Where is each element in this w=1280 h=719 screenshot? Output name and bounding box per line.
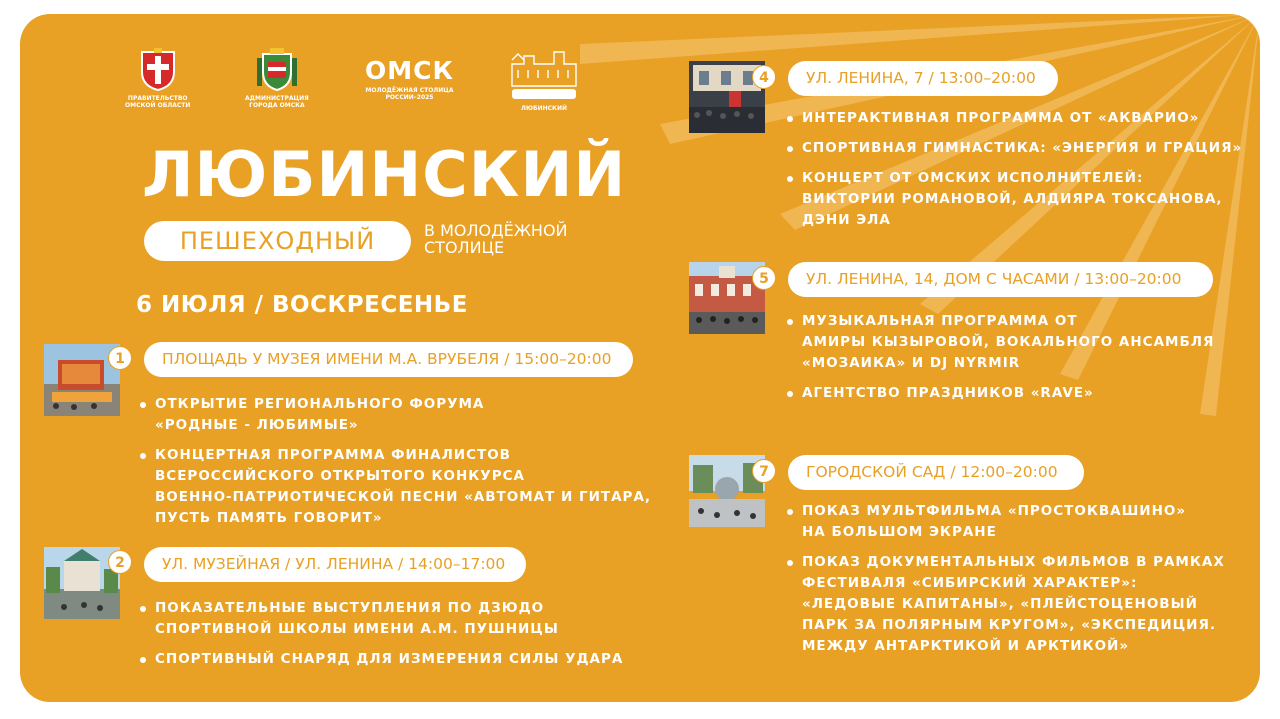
event-subtitle-badge: ПЕШЕХОДНЫЙ	[144, 221, 411, 261]
venue-1-items	[140, 394, 660, 538]
venue-5-place: УЛ. ЛЕНИНА, 14, ДОМ С ЧАСАМИ / 13:00–20:00	[788, 262, 1213, 297]
venue-7-item: ПОКАЗ ДОКУМЕНТАЛЬНЫХ ФИЛЬМОВ В РАМКАХ ФЕСТИВАЛЯ «СИБИРСКИЙ ХАРАКТЕР»: «ЛЕДОВЫЕ КАПИТАНЫ», «ПЛЕЙСТОЦЕНОВЫЙ ПАРК ЗА ПОЛЯРНЫМ КРУГОМ», «ЭКСПЕДИЦИЯ. МЕЖДУ АНТАРКТИКОЙ И АРКТИКОЙ»	[787, 552, 1257, 657]
venue-4-item: СПОРТИВНАЯ ГИМНАСТИКА: «ЭНЕРГИЯ И ГРАЦИЯ»	[787, 138, 1257, 159]
youth-capital-caption: МОЛОДЁЖНАЯ СТОЛИЦА РОССИИ–2025	[365, 87, 454, 101]
omsk-region-coat-of-arms-icon	[138, 48, 178, 92]
venue-7-number: 7	[752, 459, 776, 483]
venue-4-number: 4	[752, 65, 776, 89]
event-date: 6 ИЮЛЯ / ВОСКРЕСЕНЬЕ	[136, 292, 468, 318]
venue-1-place: ПЛОЩАДЬ У МУЗЕЯ ИМЕНИ М.А. ВРУБЕЛЯ / 15:00–20:00	[144, 342, 633, 377]
venue-2-number: 2	[108, 550, 132, 574]
venue-2-place: УЛ. МУЗЕЙНАЯ / УЛ. ЛЕНИНА / 14:00–17:00	[144, 547, 526, 582]
venue-1-number: 1	[108, 346, 132, 370]
lubinsky-event-logo	[508, 46, 580, 112]
venue-7-item: ПОКАЗ МУЛЬТФИЛЬМА «ПРОСТОКВАШИНО» НА БОЛЬШОМ ЭКРАНЕ	[787, 501, 1257, 543]
venue-5-items	[787, 311, 1257, 413]
youth-capital-logo	[365, 58, 454, 101]
omsk-word: ОМСК	[365, 56, 454, 85]
venue-1-item: ОТКРЫТИЕ РЕГИОНАЛЬНОГО ФОРУМА «РОДНЫЕ - ЛЮБИМЫЕ»	[140, 394, 660, 436]
venue-5-number: 5	[752, 266, 776, 290]
venue-4-items	[787, 108, 1257, 240]
venue-4-item: ИНТЕРАКТИВНАЯ ПРОГРАММА ОТ «АКВАРИО»	[787, 108, 1257, 129]
venue-1-item: КОНЦЕРТНАЯ ПРОГРАММА ФИНАЛИСТОВ ВСЕРОССИЙСКОГО ОТКРЫТОГО КОНКУРСА ВОЕННО-ПАТРИОТИЧЕСКОЙ ПЕСНИ «АВТОМАТ И ГИТАРА, ПУСТЬ ПАМЯТЬ ГОВОРИТ»	[140, 445, 660, 529]
city-administration-caption: АДМИНИСТРАЦИЯ ГОРОДА ОМСКА	[245, 95, 309, 109]
venue-2-item: СПОРТИВНЫЙ СНАРЯД ДЛЯ ИЗМЕРЕНИЯ СИЛЫ УДАРА	[140, 649, 660, 670]
event-subtitle-side: В МОЛОДЁЖНОЙ СТОЛИЦЕ	[424, 221, 568, 257]
lubinsky-logo-caption: ЛЮБИНСКИЙ	[521, 105, 567, 112]
venue-7-place: ГОРОДСКОЙ САД / 12:00–20:00	[788, 455, 1084, 490]
region-government-caption: ПРАВИТЕЛЬСТВО ОМСКОЙ ОБЛАСТИ	[125, 95, 191, 109]
venue-5-item: АГЕНТСТВО ПРАЗДНИКОВ «RAVE»	[787, 383, 1257, 404]
venue-4-place: УЛ. ЛЕНИНА, 7 / 13:00–20:00	[788, 61, 1058, 96]
event-title: ЛЮБИНСКИЙ	[142, 138, 627, 211]
region-government-logo	[125, 48, 190, 109]
omsk-city-coat-of-arms-icon	[255, 48, 299, 92]
venue-2-item: ПОКАЗАТЕЛЬНЫЕ ВЫСТУПЛЕНИЯ ПО ДЗЮДО СПОРТИВНОЙ ШКОЛЫ ИМЕНИ А.М. ПУШНИЦЫ	[140, 598, 660, 640]
poster-card	[20, 14, 1260, 702]
venue-4-item: КОНЦЕРТ ОТ ОМСКИХ ИСПОЛНИТЕЛЕЙ: ВИКТОРИИ РОМАНОВОЙ, АЛДИЯРА ТОКСАНОВА, ДЭНИ ЭЛА	[787, 168, 1257, 231]
venue-5-item: МУЗЫКАЛЬНАЯ ПРОГРАММА ОТ АМИРЫ КЫЗЫРОВОЙ, ВОКАЛЬНОГО АНСАМБЛЯ «МОЗАИКА» И DJ NYRMIR	[787, 311, 1257, 374]
venue-2-items	[140, 598, 660, 679]
city-administration-logo	[245, 48, 309, 109]
venue-7-items	[787, 501, 1257, 666]
lubinsky-building-icon	[508, 46, 580, 102]
